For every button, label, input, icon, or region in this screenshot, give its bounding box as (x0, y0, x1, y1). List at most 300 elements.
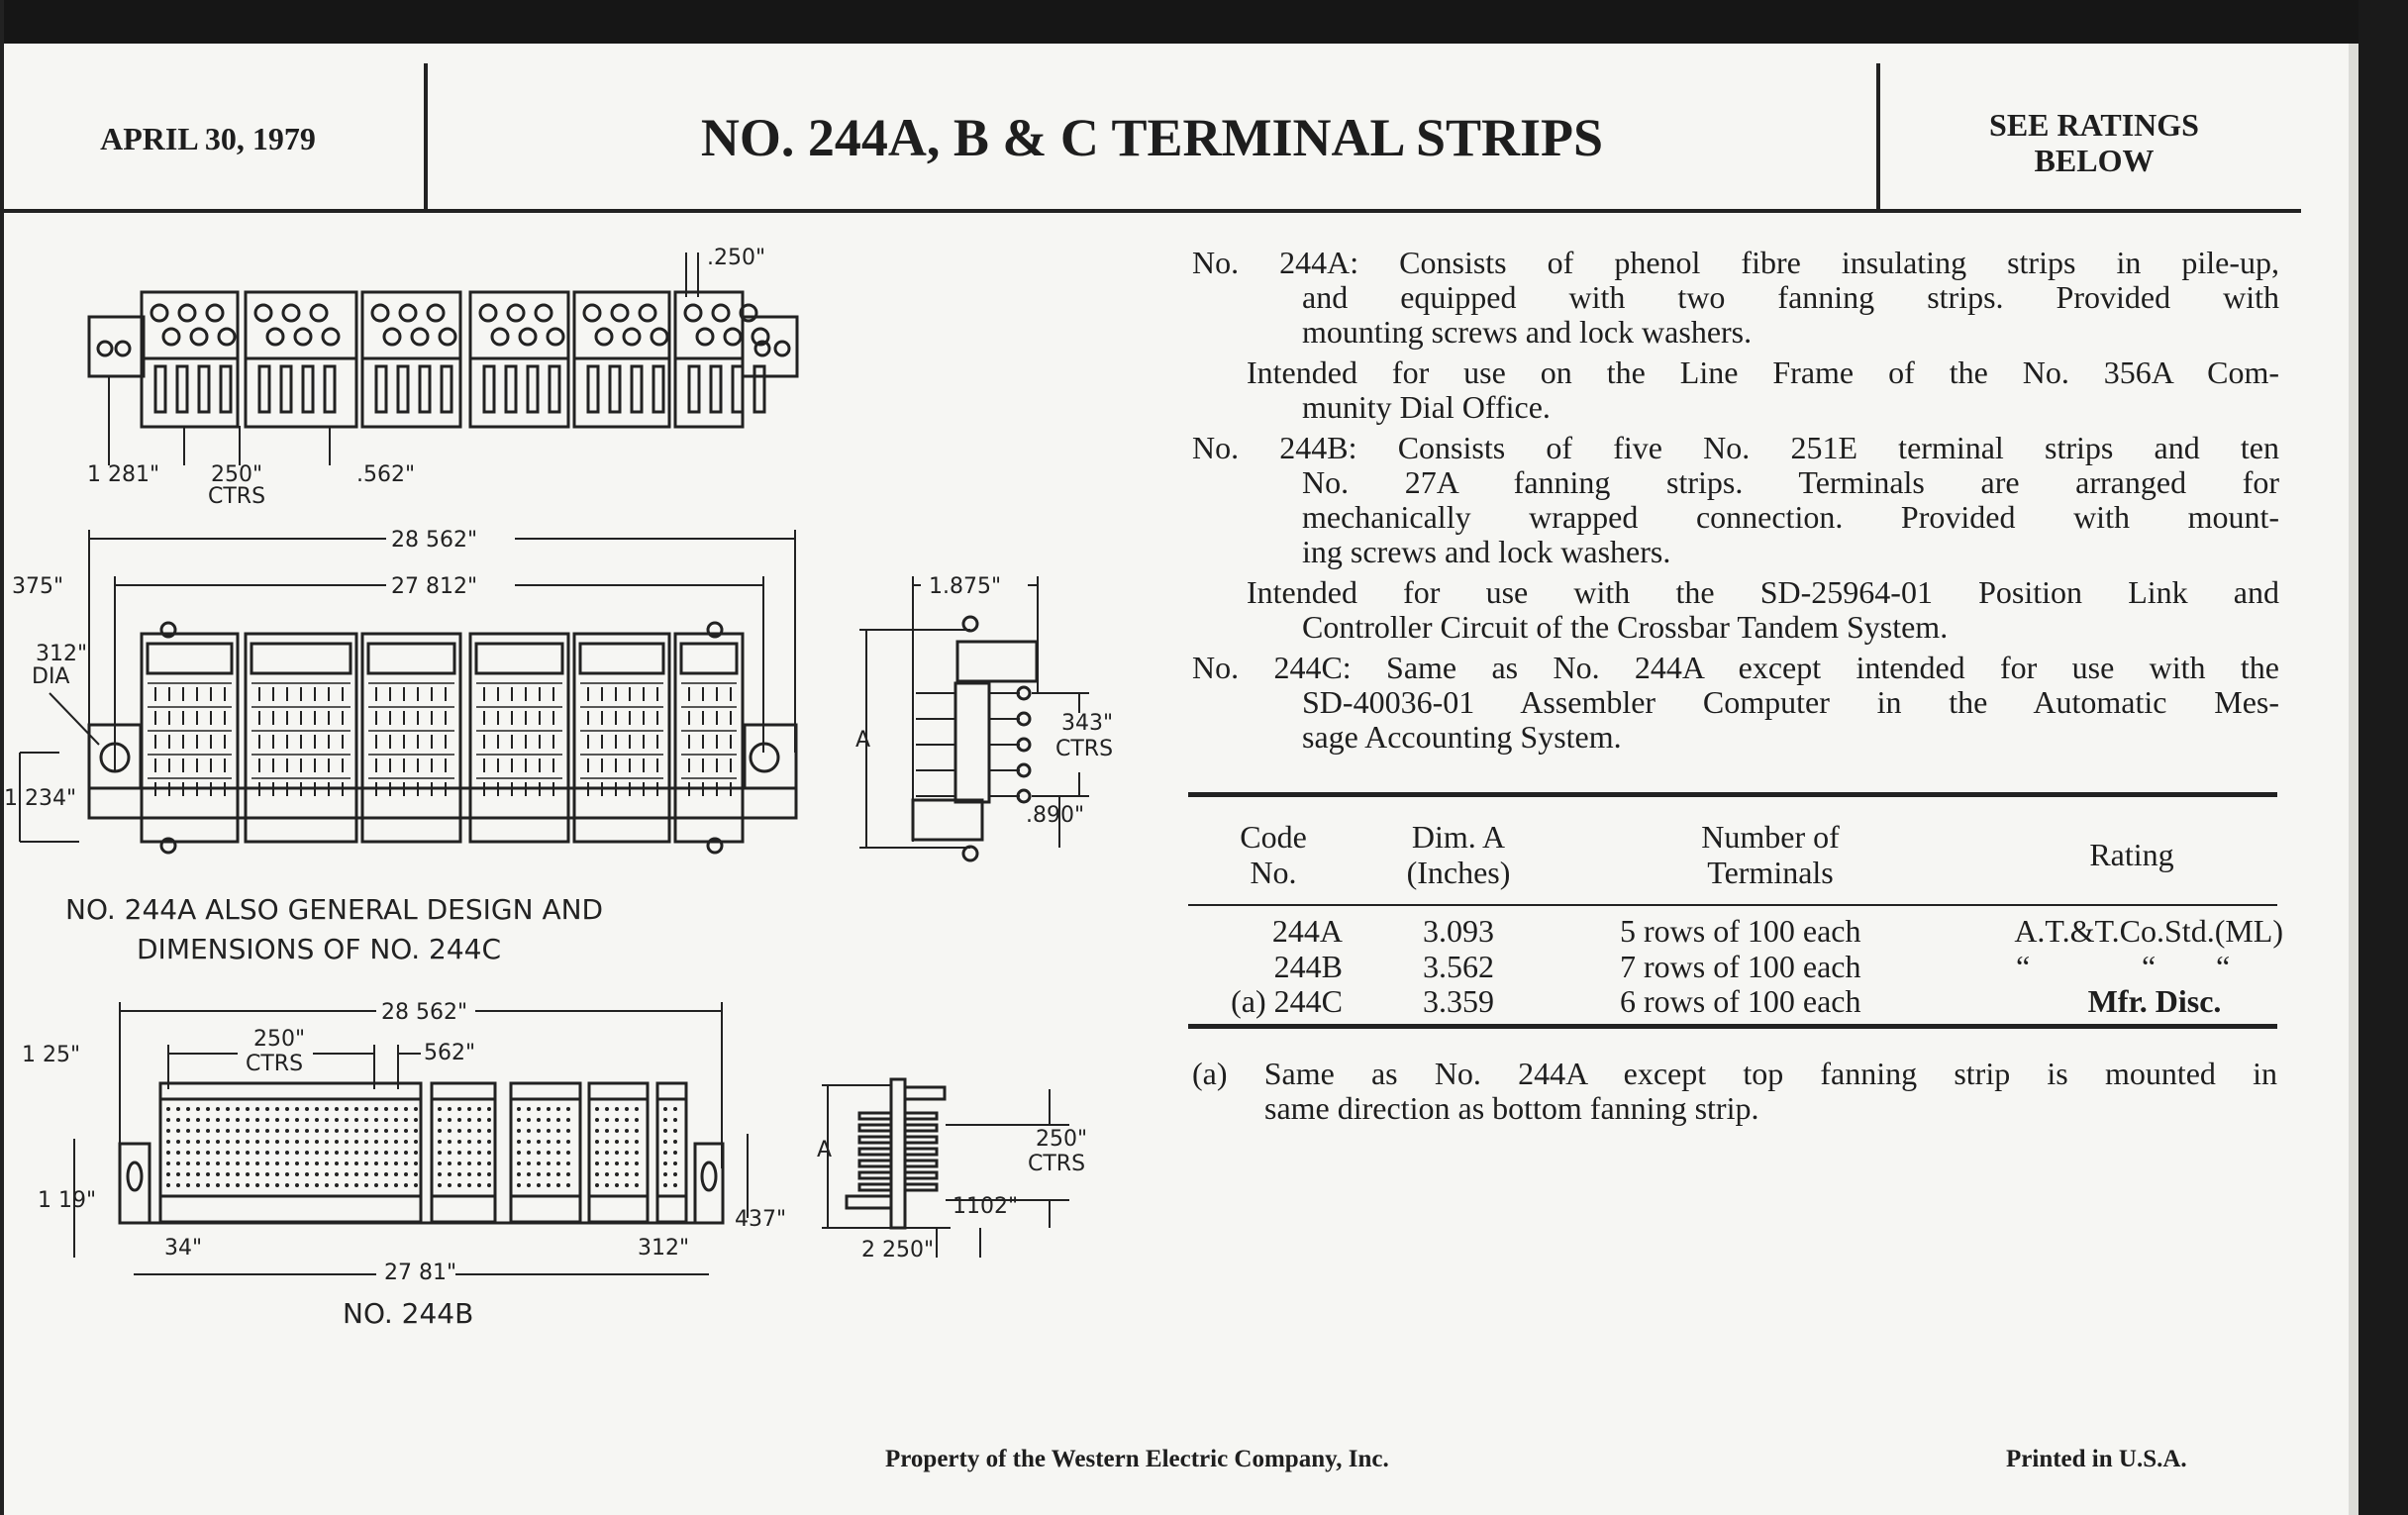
terminal-hole (612, 305, 628, 321)
terminal-pin (404, 1129, 408, 1133)
terminal-pin (226, 1118, 230, 1122)
column-header-code: Code No. (1240, 819, 1307, 890)
terminal-pin (467, 1118, 471, 1122)
terminal-hole (624, 329, 640, 345)
terminal-pin (246, 1162, 250, 1165)
terminal (259, 366, 269, 412)
terminal-pin (374, 1140, 378, 1144)
terminal-pin (236, 1162, 240, 1165)
terminal-hole (640, 305, 655, 321)
terminal-pin (216, 1172, 220, 1176)
terminal-pin (325, 1183, 329, 1187)
terminal-pin (635, 1162, 639, 1165)
dimension-label: 1 234" (4, 786, 77, 811)
terminal-hole (163, 329, 179, 345)
terminal-pin (176, 1183, 180, 1187)
terminal-pin (345, 1118, 349, 1122)
terminal-pin (404, 1151, 408, 1155)
terminal-pin (438, 1140, 442, 1144)
terminal-pin (605, 1107, 609, 1111)
terminal-pin (394, 1151, 398, 1155)
terminal-pin (374, 1183, 378, 1187)
terminal-pin (295, 1107, 299, 1111)
fanning-strip (957, 642, 1037, 681)
dimension-label: 2 250" (861, 1238, 935, 1262)
terminal-pin (354, 1140, 358, 1144)
table-cell-code: 244A (1271, 913, 1343, 949)
terminal-pin (265, 1107, 269, 1111)
terminal-pin (384, 1107, 388, 1111)
terminal-hole (725, 329, 741, 345)
terminal-pin (315, 1162, 319, 1165)
terminal-pin (226, 1172, 230, 1176)
description-line: mechanically wrapped connection. Provided with mount- (1302, 499, 2279, 535)
terminal-pin (448, 1183, 452, 1187)
terminal-hole (685, 305, 701, 321)
terminal-pin (275, 1107, 279, 1111)
terminal-pin (186, 1172, 190, 1176)
terminal-hole (713, 305, 729, 321)
terminal-pin (295, 1162, 299, 1165)
terminal (859, 1137, 891, 1143)
terminal-pin (236, 1107, 240, 1111)
fanning-strip (511, 1196, 580, 1222)
description-item (1192, 246, 2279, 350)
terminal-pin (467, 1107, 471, 1111)
terminal-pin (246, 1172, 250, 1176)
dimension-label: 34" (164, 1236, 203, 1261)
terminal-pin (305, 1129, 309, 1133)
terminal-pin (255, 1140, 259, 1144)
terminal-pin (595, 1151, 599, 1155)
terminal-pin (186, 1151, 190, 1155)
terminal-pin (206, 1183, 210, 1187)
column-header-rating: Rating (2089, 837, 2174, 872)
terminal-pin (595, 1140, 599, 1144)
strip-module (142, 292, 238, 358)
terminal-pin (364, 1172, 368, 1176)
terminal-pin (487, 1183, 491, 1187)
mounting-bracket (695, 1144, 723, 1223)
dimension-label: 343" (1061, 711, 1114, 736)
terminal-pin (384, 1183, 388, 1187)
terminal-pin (566, 1129, 570, 1133)
terminal-pin (517, 1162, 521, 1165)
terminal-hole (652, 329, 667, 345)
description-line: Intended for use on the Line Frame of the No. 356A Com- (1247, 354, 2279, 390)
terminal-pin (186, 1162, 190, 1165)
terminal-pin (275, 1172, 279, 1176)
terminal-pin (196, 1162, 200, 1165)
terminal-pin (547, 1118, 551, 1122)
terminal-pin (275, 1118, 279, 1122)
strip-module (657, 1083, 686, 1222)
terminal-pin (414, 1183, 418, 1187)
terminal (905, 1113, 937, 1119)
terminal-hole (219, 329, 235, 345)
terminal-pin (625, 1129, 629, 1133)
terminal-pin (206, 1129, 210, 1133)
terminal-pin (196, 1140, 200, 1144)
terminal (905, 1137, 937, 1143)
terminal-pin (477, 1107, 481, 1111)
terminal-hole (440, 329, 455, 345)
footer-printed: Printed in U.S.A. (2006, 1446, 2187, 1472)
terminal-pin (236, 1172, 240, 1176)
terminal-pin (487, 1140, 491, 1144)
terminal-pin (265, 1151, 269, 1155)
terminal-pin (663, 1162, 667, 1165)
terminal-pin (615, 1172, 619, 1176)
terminal-pin (663, 1129, 667, 1133)
terminal-pin (635, 1129, 639, 1133)
terminal-pin (285, 1172, 289, 1176)
terminal-pin (295, 1151, 299, 1155)
terminal-pin (285, 1129, 289, 1133)
terminal-pin (206, 1140, 210, 1144)
terminal-pin (517, 1151, 521, 1155)
terminal-pin (438, 1151, 442, 1155)
table-cell-dim: 3.359 (1423, 983, 1494, 1019)
terminal-pin (384, 1118, 388, 1122)
terminal-pin (364, 1151, 368, 1155)
description-line: sage Accounting System. (1302, 719, 1622, 755)
terminal-pin (325, 1118, 329, 1122)
terminal (905, 1172, 937, 1178)
terminal-pin (448, 1129, 452, 1133)
terminal-pin (384, 1172, 388, 1176)
terminal-pin (477, 1140, 481, 1144)
fanning-strip (657, 1083, 686, 1099)
terminal-pin (394, 1118, 398, 1122)
terminal-pin (467, 1151, 471, 1155)
page-title: NO. 244A, B & C TERMINAL STRIPS (700, 108, 1604, 167)
terminal-pin (467, 1183, 471, 1187)
fanning-strip (905, 1087, 945, 1099)
terminal-pin (615, 1107, 619, 1111)
terminal (420, 366, 430, 412)
terminal-pin (255, 1129, 259, 1133)
terminal-pin (605, 1162, 609, 1165)
terminal (484, 366, 494, 412)
footer-property: Property of the Western Electric Company, Inc. (885, 1446, 1389, 1472)
terminal-pin (487, 1107, 491, 1111)
ditto-mark: “ (2216, 949, 2231, 984)
terminal-pin (537, 1162, 541, 1165)
terminal-pin (394, 1183, 398, 1187)
terminal-pin (255, 1162, 259, 1165)
fanning-strip (160, 1083, 421, 1099)
terminal-hole (179, 305, 195, 321)
terminal-pin (364, 1118, 368, 1122)
description-line: No. 244A: Consists of phenol fibre insulating strips in pile-up, (1192, 245, 2279, 280)
terminal-pin (635, 1183, 639, 1187)
terminal-pin (438, 1172, 442, 1176)
terminal (632, 366, 642, 412)
terminal-hole (372, 305, 388, 321)
terminal-pin (556, 1129, 560, 1133)
terminal-pin (226, 1151, 230, 1155)
terminal-pin (305, 1151, 309, 1155)
terminal (859, 1149, 891, 1155)
dimension-label: 312" (36, 642, 88, 666)
ratings-note (1881, 107, 2307, 178)
terminal-pin (176, 1118, 180, 1122)
terminal-pin (196, 1107, 200, 1111)
terminal-pin (354, 1162, 358, 1165)
terminal-pin (236, 1129, 240, 1133)
terminal-pin (537, 1118, 541, 1122)
terminal-pin (246, 1151, 250, 1155)
terminal-pin (477, 1129, 481, 1133)
terminal-pin (354, 1183, 358, 1187)
terminal-pin (374, 1107, 378, 1111)
fanning-strip (580, 644, 663, 673)
terminal-pin (566, 1172, 570, 1176)
terminal (199, 366, 209, 412)
fanning-strip (657, 1196, 686, 1222)
terminal-pin (414, 1140, 418, 1144)
terminal-pin (448, 1151, 452, 1155)
terminal (325, 366, 335, 412)
terminal-pin (615, 1118, 619, 1122)
terminal-pin (615, 1162, 619, 1165)
terminal-pin (315, 1129, 319, 1133)
terminal-pin (364, 1107, 368, 1111)
terminal-pin (663, 1118, 667, 1122)
terminal-pin (394, 1162, 398, 1165)
terminal-pin (246, 1129, 250, 1133)
dimension-label: DIA (32, 664, 70, 689)
terminal-hole (428, 305, 444, 321)
description-line: munity Dial Office. (1302, 389, 1551, 425)
terminal-pin (605, 1129, 609, 1133)
terminal-hole (412, 329, 428, 345)
terminal-pin (635, 1107, 639, 1111)
terminal-pin (295, 1129, 299, 1133)
terminal-pin (295, 1118, 299, 1122)
terminal-pin (625, 1183, 629, 1187)
terminal-pin (605, 1151, 609, 1155)
terminal-pin (404, 1162, 408, 1165)
terminal-hole (697, 329, 713, 345)
terminal-pin (216, 1140, 220, 1144)
terminal-pin (547, 1162, 551, 1165)
terminal-pin (384, 1129, 388, 1133)
drawing-244b-front-view (74, 1002, 748, 1274)
terminal-pin (206, 1107, 210, 1111)
fanning-strip (476, 644, 562, 673)
drawing-caption: NO. 244A ALSO GENERAL DESIGN AND (65, 893, 604, 926)
dimension-label: 562" (424, 1041, 476, 1065)
terminal-pin (206, 1162, 210, 1165)
terminal (506, 366, 516, 412)
fanning-strip (681, 644, 737, 673)
terminal-pin (566, 1140, 570, 1144)
dimension-line (50, 693, 99, 745)
dimension-label: 312" (638, 1236, 690, 1261)
technical-drawings (0, 0, 1168, 1386)
terminal-pin (265, 1118, 269, 1122)
terminal-pin (605, 1172, 609, 1176)
terminal-pin (635, 1151, 639, 1155)
terminal-pin (226, 1107, 230, 1111)
dimension-label: .562" (356, 462, 416, 487)
terminal-pin (166, 1183, 170, 1187)
drawing-caption: NO. 244B (343, 1297, 474, 1330)
terminal-pin (595, 1172, 599, 1176)
terminal-pin (527, 1183, 531, 1187)
terminal-pin (216, 1107, 220, 1111)
terminal-pin (477, 1162, 481, 1165)
terminal-pin (487, 1118, 491, 1122)
footnote (1192, 1057, 2277, 1126)
dimension-label: 27 81" (384, 1261, 457, 1285)
description-note (1192, 575, 2279, 645)
terminal-pin (487, 1162, 491, 1165)
strip-module (246, 358, 356, 427)
terminal-pin (275, 1183, 279, 1187)
terminal-pin (246, 1107, 250, 1111)
description-line: Intended for use with the SD-25964-01 Position Link and (1247, 574, 2279, 610)
strip-module (246, 292, 356, 358)
terminal-pin (673, 1140, 677, 1144)
terminal-pin (457, 1151, 461, 1155)
terminal-pin (635, 1118, 639, 1122)
dimension-label: 375" (12, 574, 64, 599)
terminal-pin (527, 1129, 531, 1133)
terminal-pin (196, 1172, 200, 1176)
terminal-pin (354, 1118, 358, 1122)
terminal-pin (394, 1107, 398, 1111)
table-cell-dim: 3.562 (1423, 949, 1494, 984)
mounting-hole (702, 1162, 716, 1190)
dimension-label: CTRS (1055, 737, 1114, 761)
terminal-pin (404, 1107, 408, 1111)
terminal (528, 366, 538, 412)
terminal-pin (335, 1151, 339, 1155)
terminal-pin (414, 1172, 418, 1176)
terminal-pin (457, 1129, 461, 1133)
terminal-pin (663, 1151, 667, 1155)
terminal-hole (492, 329, 508, 345)
terminal-pin (625, 1151, 629, 1155)
table-top-rule (1188, 792, 2277, 797)
terminal-pin (517, 1129, 521, 1133)
terminal-pin (364, 1140, 368, 1144)
scan-edge-shadow (2349, 44, 2358, 1515)
terminal-pin (537, 1129, 541, 1133)
terminal-pin (196, 1129, 200, 1133)
terminal-pin (566, 1107, 570, 1111)
dimension-label: A (855, 728, 871, 753)
description-line: No. 244C: Same as No. 244A except intended for use with the (1192, 650, 2279, 685)
dimension-label: 1 19" (38, 1188, 97, 1213)
terminal-pin (394, 1172, 398, 1176)
terminal-pin (216, 1129, 220, 1133)
terminal-hole (596, 329, 612, 345)
terminal-pin (566, 1151, 570, 1155)
footnote-line: (a) Same as No. 244A except top fanning strip is mounted in (1192, 1056, 2277, 1091)
terminal-pin (176, 1162, 180, 1165)
terminal (689, 366, 699, 412)
terminal-pin (487, 1151, 491, 1155)
terminal-hole (480, 305, 496, 321)
terminal-hole (255, 305, 271, 321)
terminal-pin (335, 1172, 339, 1176)
terminal-pin (414, 1129, 418, 1133)
ratings-note-line: BELOW (2034, 143, 2155, 178)
terminal-pin (625, 1172, 629, 1176)
terminal-pin (556, 1162, 560, 1165)
terminal-pin (625, 1140, 629, 1144)
column-header-terminals: Number of Terminals (1701, 819, 1840, 890)
terminal-pin (166, 1172, 170, 1176)
terminal (281, 366, 291, 412)
terminal-pin (527, 1162, 531, 1165)
fanning-strip (251, 644, 351, 673)
terminal-pin (384, 1151, 388, 1155)
terminal-hole (311, 305, 327, 321)
terminal-pin (255, 1183, 259, 1187)
dimension-label: CTRS (208, 484, 266, 509)
terminal-pin (556, 1118, 560, 1122)
terminal-pin (467, 1129, 471, 1133)
terminal (905, 1161, 937, 1166)
screw-icon (963, 617, 977, 631)
terminal-pin (537, 1183, 541, 1187)
terminal-pin (448, 1118, 452, 1122)
terminal-pin (335, 1162, 339, 1165)
terminal-pin (315, 1151, 319, 1155)
terminal-pin (186, 1140, 190, 1144)
fanning-strip (432, 1083, 495, 1099)
terminal-pin (186, 1129, 190, 1133)
terminal-pin (246, 1183, 250, 1187)
terminal-pin (345, 1107, 349, 1111)
mounting-bracket (745, 725, 796, 788)
terminal-pin (325, 1151, 329, 1155)
terminal-pin (285, 1140, 289, 1144)
description-item (1192, 431, 2279, 569)
terminal-pin (566, 1162, 570, 1165)
terminal-pin (206, 1118, 210, 1122)
terminal-pin (595, 1118, 599, 1122)
description-note (1192, 355, 2279, 425)
terminal-pin (635, 1140, 639, 1144)
terminal-pin (325, 1129, 329, 1133)
terminal-pin (595, 1107, 599, 1111)
terminal-pin (166, 1151, 170, 1155)
terminal (905, 1184, 937, 1190)
terminal-pin (625, 1107, 629, 1111)
terminal-pin (457, 1183, 461, 1187)
terminal-pin (438, 1162, 442, 1165)
fanning-strip (368, 644, 454, 673)
terminal-pin (527, 1140, 531, 1144)
terminal-pin (285, 1162, 289, 1165)
table-cell-rating: A.T.&T.Co.Std.(ML) (2014, 913, 2283, 949)
terminal-pin (556, 1172, 560, 1176)
table-cell-code: (a) 244C (1231, 983, 1343, 1019)
screw-icon (775, 342, 789, 355)
terminal-pin (305, 1140, 309, 1144)
terminal-pin (285, 1118, 289, 1122)
dimension-label: 28 562" (391, 528, 478, 553)
terminal-pin (305, 1172, 309, 1176)
terminal-pin (414, 1162, 418, 1165)
terminal-pin (206, 1151, 210, 1155)
